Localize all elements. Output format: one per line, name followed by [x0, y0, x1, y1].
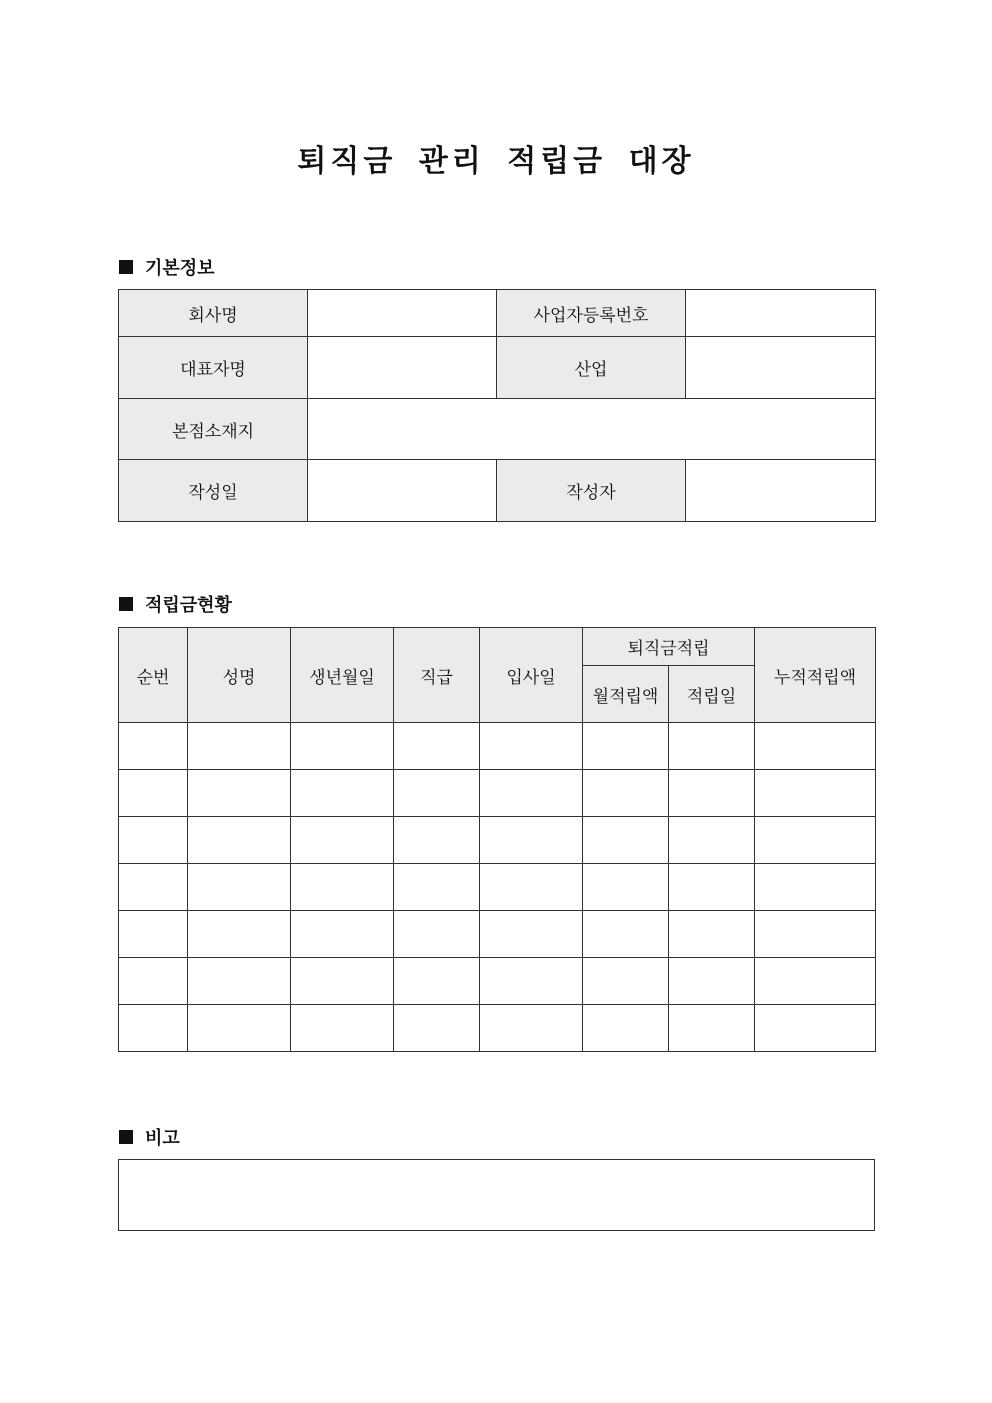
cell-reserve-date[interactable]: [669, 723, 755, 770]
cell-cumulative[interactable]: [755, 817, 876, 864]
reserve-table: [118, 627, 876, 1052]
cell-name[interactable]: [188, 911, 291, 958]
cell-position[interactable]: [394, 770, 480, 817]
industry-label: 산업: [497, 337, 686, 399]
cell-position[interactable]: [394, 911, 480, 958]
cell-join-date[interactable]: [480, 723, 583, 770]
cell-reserve-date[interactable]: [669, 958, 755, 1005]
header-monthly-amount: 월적립액: [583, 666, 669, 723]
cell-cumulative[interactable]: [755, 1005, 876, 1052]
cell-name[interactable]: [188, 958, 291, 1005]
section-remarks-label: 비고: [145, 1128, 180, 1149]
cell-birth[interactable]: [291, 770, 394, 817]
cell-position[interactable]: [394, 958, 480, 1005]
cell-monthly-amount[interactable]: [583, 1005, 669, 1052]
square-bullet-icon: [119, 1130, 133, 1144]
basic-info-table: [118, 289, 876, 522]
cell-cumulative[interactable]: [755, 770, 876, 817]
table-row: [119, 864, 876, 911]
cell-name[interactable]: [188, 817, 291, 864]
table-row: [119, 817, 876, 864]
date-written-field[interactable]: [308, 460, 497, 522]
cell-monthly-amount[interactable]: [583, 911, 669, 958]
section-basic-info: [119, 254, 215, 280]
company-name-label: 회사명: [119, 290, 308, 337]
square-bullet-icon: [119, 597, 133, 611]
cell-name[interactable]: [188, 864, 291, 911]
cell-no[interactable]: [119, 864, 188, 911]
table-row: [119, 1005, 876, 1052]
cell-no[interactable]: [119, 911, 188, 958]
cell-no[interactable]: [119, 817, 188, 864]
cell-cumulative[interactable]: [755, 723, 876, 770]
cell-name[interactable]: [188, 723, 291, 770]
cell-monthly-amount[interactable]: [583, 770, 669, 817]
industry-field[interactable]: [686, 337, 876, 399]
cell-join-date[interactable]: [480, 864, 583, 911]
cell-no[interactable]: [119, 723, 188, 770]
cell-name[interactable]: [188, 1005, 291, 1052]
cell-reserve-date[interactable]: [669, 1005, 755, 1052]
cell-monthly-amount[interactable]: [583, 723, 669, 770]
cell-no[interactable]: [119, 1005, 188, 1052]
cell-birth[interactable]: [291, 958, 394, 1005]
representative-field[interactable]: [308, 337, 497, 399]
header-no: 순번: [119, 628, 188, 723]
cell-monthly-amount[interactable]: [583, 817, 669, 864]
remarks-field[interactable]: [119, 1160, 875, 1231]
cell-birth[interactable]: [291, 864, 394, 911]
remarks-table: [118, 1159, 875, 1231]
reserve-table-body: [119, 723, 876, 1052]
table-row: [119, 958, 876, 1005]
business-reg-no-label: 사업자등록번호: [497, 290, 686, 337]
cell-join-date[interactable]: [480, 817, 583, 864]
cell-cumulative[interactable]: [755, 864, 876, 911]
cell-reserve-date[interactable]: [669, 864, 755, 911]
cell-birth[interactable]: [291, 817, 394, 864]
cell-cumulative[interactable]: [755, 911, 876, 958]
cell-position[interactable]: [394, 723, 480, 770]
cell-monthly-amount[interactable]: [583, 958, 669, 1005]
section-reserve-status-label: 적립금현황: [145, 595, 232, 616]
cell-join-date[interactable]: [480, 958, 583, 1005]
representative-label: 대표자명: [119, 337, 308, 399]
cell-position[interactable]: [394, 864, 480, 911]
cell-cumulative[interactable]: [755, 958, 876, 1005]
cell-birth[interactable]: [291, 911, 394, 958]
head-office-label: 본점소재지: [119, 399, 308, 460]
cell-birth[interactable]: [291, 1005, 394, 1052]
cell-monthly-amount[interactable]: [583, 864, 669, 911]
page-title: 퇴직금 관리 적립금 대장: [297, 144, 695, 179]
header-severance-group: 퇴직금적립: [583, 628, 755, 666]
cell-birth[interactable]: [291, 723, 394, 770]
header-cumulative: 누적적립액: [755, 628, 876, 723]
cell-join-date[interactable]: [480, 770, 583, 817]
square-bullet-icon: [119, 260, 133, 274]
head-office-field[interactable]: [308, 399, 876, 460]
company-name-field[interactable]: [308, 290, 497, 337]
business-reg-no-field[interactable]: [686, 290, 876, 337]
table-row: [119, 770, 876, 817]
table-row: [119, 911, 876, 958]
section-remarks: [119, 1124, 180, 1150]
writer-label: 작성자: [497, 460, 686, 522]
cell-position[interactable]: [394, 1005, 480, 1052]
section-reserve-status: [119, 591, 232, 617]
cell-name[interactable]: [188, 770, 291, 817]
header-birth: 생년월일: [291, 628, 394, 723]
cell-join-date[interactable]: [480, 911, 583, 958]
header-name: 성명: [188, 628, 291, 723]
cell-reserve-date[interactable]: [669, 817, 755, 864]
section-basic-info-label: 기본정보: [145, 258, 215, 279]
cell-reserve-date[interactable]: [669, 911, 755, 958]
header-position: 직급: [394, 628, 480, 723]
cell-reserve-date[interactable]: [669, 770, 755, 817]
writer-field[interactable]: [686, 460, 876, 522]
cell-no[interactable]: [119, 958, 188, 1005]
table-row: [119, 723, 876, 770]
cell-position[interactable]: [394, 817, 480, 864]
header-reserve-date: 적립일: [669, 666, 755, 723]
cell-join-date[interactable]: [480, 1005, 583, 1052]
cell-no[interactable]: [119, 770, 188, 817]
header-join-date: 입사일: [480, 628, 583, 723]
date-written-label: 작성일: [119, 460, 308, 522]
